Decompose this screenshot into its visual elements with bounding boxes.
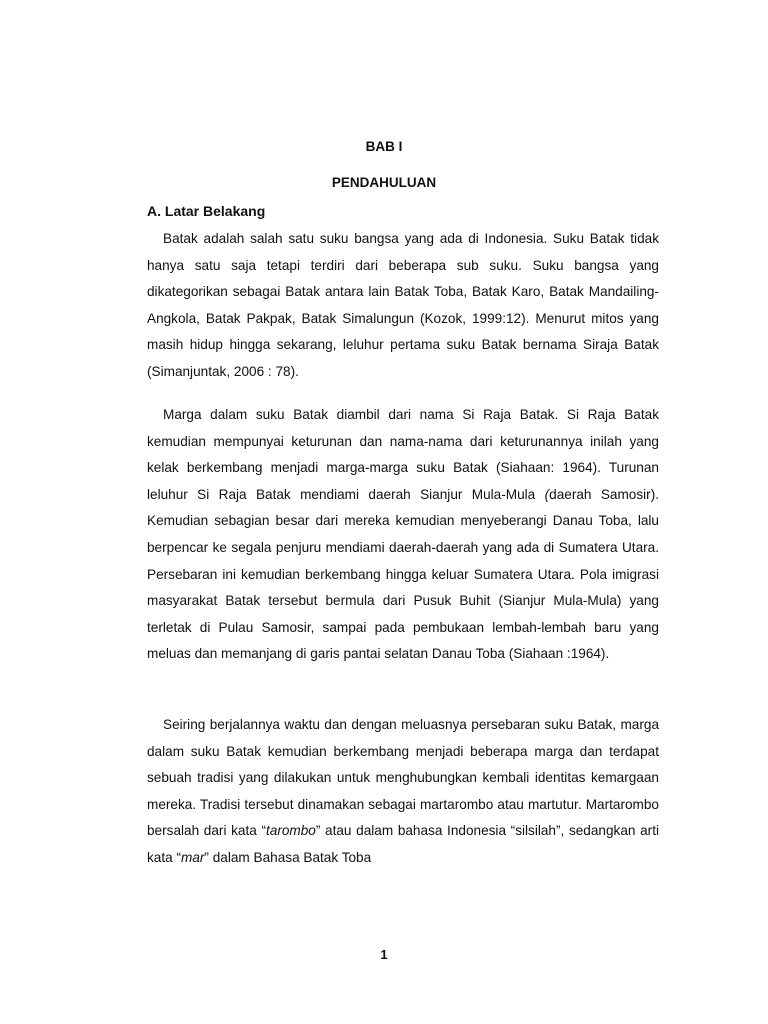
paragraph-2 [147,402,659,668]
page-number: 1 [380,947,388,962]
paragraph-3-italic-mar: mar [181,849,205,865]
paragraph-3-text-c: ” dalam Bahasa Batak Toba [204,849,372,865]
paragraph-2-italic-paren: ( [544,486,550,502]
paragraph-1-text: Batak adalah salah satu suku bangsa yang ada di Indonesia. Suku Batak tidak hanya satu saja tetapi terdiri dari beberapa sub suku. Suku bangsa yang dikategorikan sebagai Batak antara lain Batak Toba, Batak Karo, Batak Mandailing-Angkola, Batak Pakpak, Batak Simalungun (Kozok, 1999:12). Menurut mitos yang masih hidup hingga sekarang, leluhur pertama suku Batak bernama Siraja Batak (Simanjuntak, 2006 : 78). [147,231,659,379]
section-heading: A. Latar Belakang [147,203,266,219]
paragraph-3-text-a: Seiring berjalannya waktu dan dengan meluasnya persebaran suku Batak, marga dalam suku Batak kemudian berkembang menjadi beberapa marga dan terdapat sebuah tradisi yang dilakukan untuk menghubungkan kembali identitas kemargaan mereka. Tradisi tersebut dinamakan sebagai martarombo atau martutur. Martarombo bersalah dari kata “ [147,717,659,839]
paragraph-3-text-b: ” atau dalam bahasa Indonesia “silsilah”, sedangkan arti kata “ [147,823,659,865]
paragraph-3 [147,712,659,872]
paragraph-2-text-b: daerah Samosir). Kemudian sebagian besar dari mereka kemudian menyeberangi Danau Toba, lalu berpencar ke segala penjuru mendiami daerah-daerah yang ada di Sumatera Utara. Persebaran ini kemudian berkembang hingga keluar Sumatera Utara. Pola imigrasi masyarakat Batak tersebut bermula dari Pusuk Buhit (Sianjur Mula-Mula) yang terletak di Pulau Samosir, sampai pada pembukaan lembah-lembah baru yang meluas dan memanjang di garis pantai selatan Danau Toba (Siahaan :1964). [147,486,659,662]
paragraph-2-text-a: Marga dalam suku Batak diambil dari nama Si Raja Batak. Si Raja Batak kemudian mempunyai keturunan dan nama-nama dari keturunannya inilah yang kelak berkembang menjadi marga-marga suku Batak (Siahaan: 1964). Turunan leluhur Si Raja Batak mendiami daerah Sianjur Mula-Mula [147,407,659,502]
chapter-title: PENDAHULUAN [331,175,437,190]
paragraph-3-italic-tarombo: tarombo [265,823,316,839]
chapter-heading: BAB I [365,139,403,154]
paragraph-1 [147,226,659,386]
